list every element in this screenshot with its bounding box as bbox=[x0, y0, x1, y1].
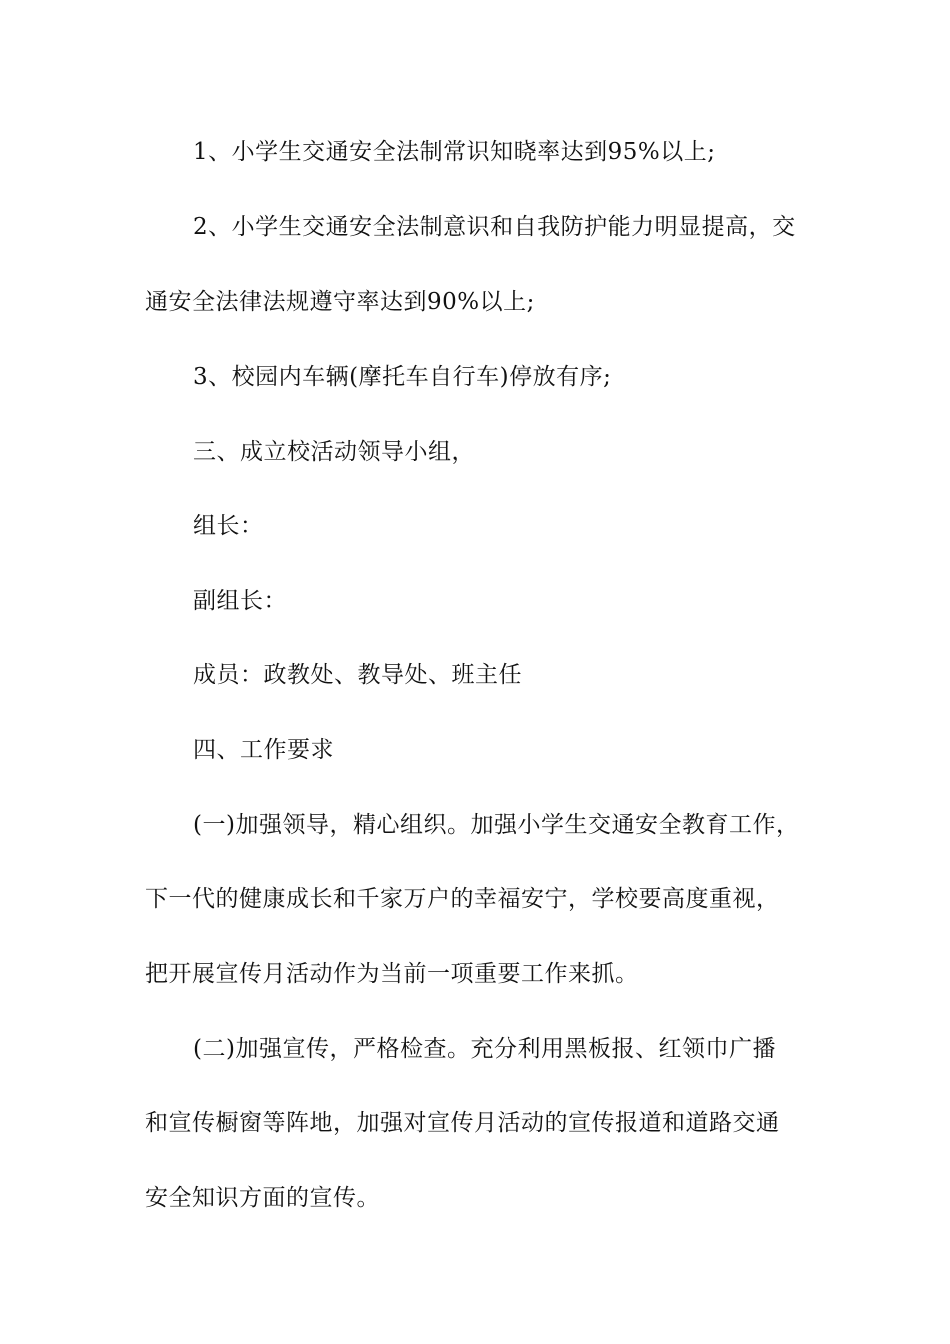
section-four-heading: 四、工作要求 bbox=[193, 737, 334, 763]
requirement-2-line-2: 和宣传橱窗等阵地，加强对宣传月活动的宣传报道和道路交通 bbox=[145, 1110, 780, 1136]
requirement-1-line-3: 把开展宣传月活动作为当前一项重要工作来抓。 bbox=[145, 961, 639, 987]
requirement-2-line-3: 安全知识方面的宣传。 bbox=[145, 1185, 380, 1211]
requirement-1-line-1: (一)加强领导，精心组织。加强小学生交通安全教育工作， bbox=[193, 812, 800, 838]
requirement-2-line-1: (二)加强宣传，严格检查。充分利用黑板报、红领巾广播 bbox=[193, 1036, 776, 1062]
deputy-leader-line: 副组长： bbox=[193, 588, 287, 614]
requirement-1-line-2: 下一代的健康成长和千家万户的幸福安宁，学校要高度重视， bbox=[145, 886, 780, 912]
goal-item-1: 1、小学生交通安全法制常识知晓率达到95%以上; bbox=[193, 139, 716, 165]
goal-item-3: 3、校园内车辆(摩托车自行车)停放有序; bbox=[193, 364, 612, 390]
group-leader-line: 组长： bbox=[193, 513, 264, 539]
goal-item-2-line-1: 2、小学生交通安全法制意识和自我防护能力明显提高，交 bbox=[193, 214, 796, 240]
goal-item-2-line-2: 通安全法律法规遵守率达到90%以上; bbox=[145, 289, 535, 315]
members-line: 成员：政教处、教导处、班主任 bbox=[193, 662, 522, 688]
section-three-heading: 三、成立校活动领导小组， bbox=[193, 439, 475, 465]
